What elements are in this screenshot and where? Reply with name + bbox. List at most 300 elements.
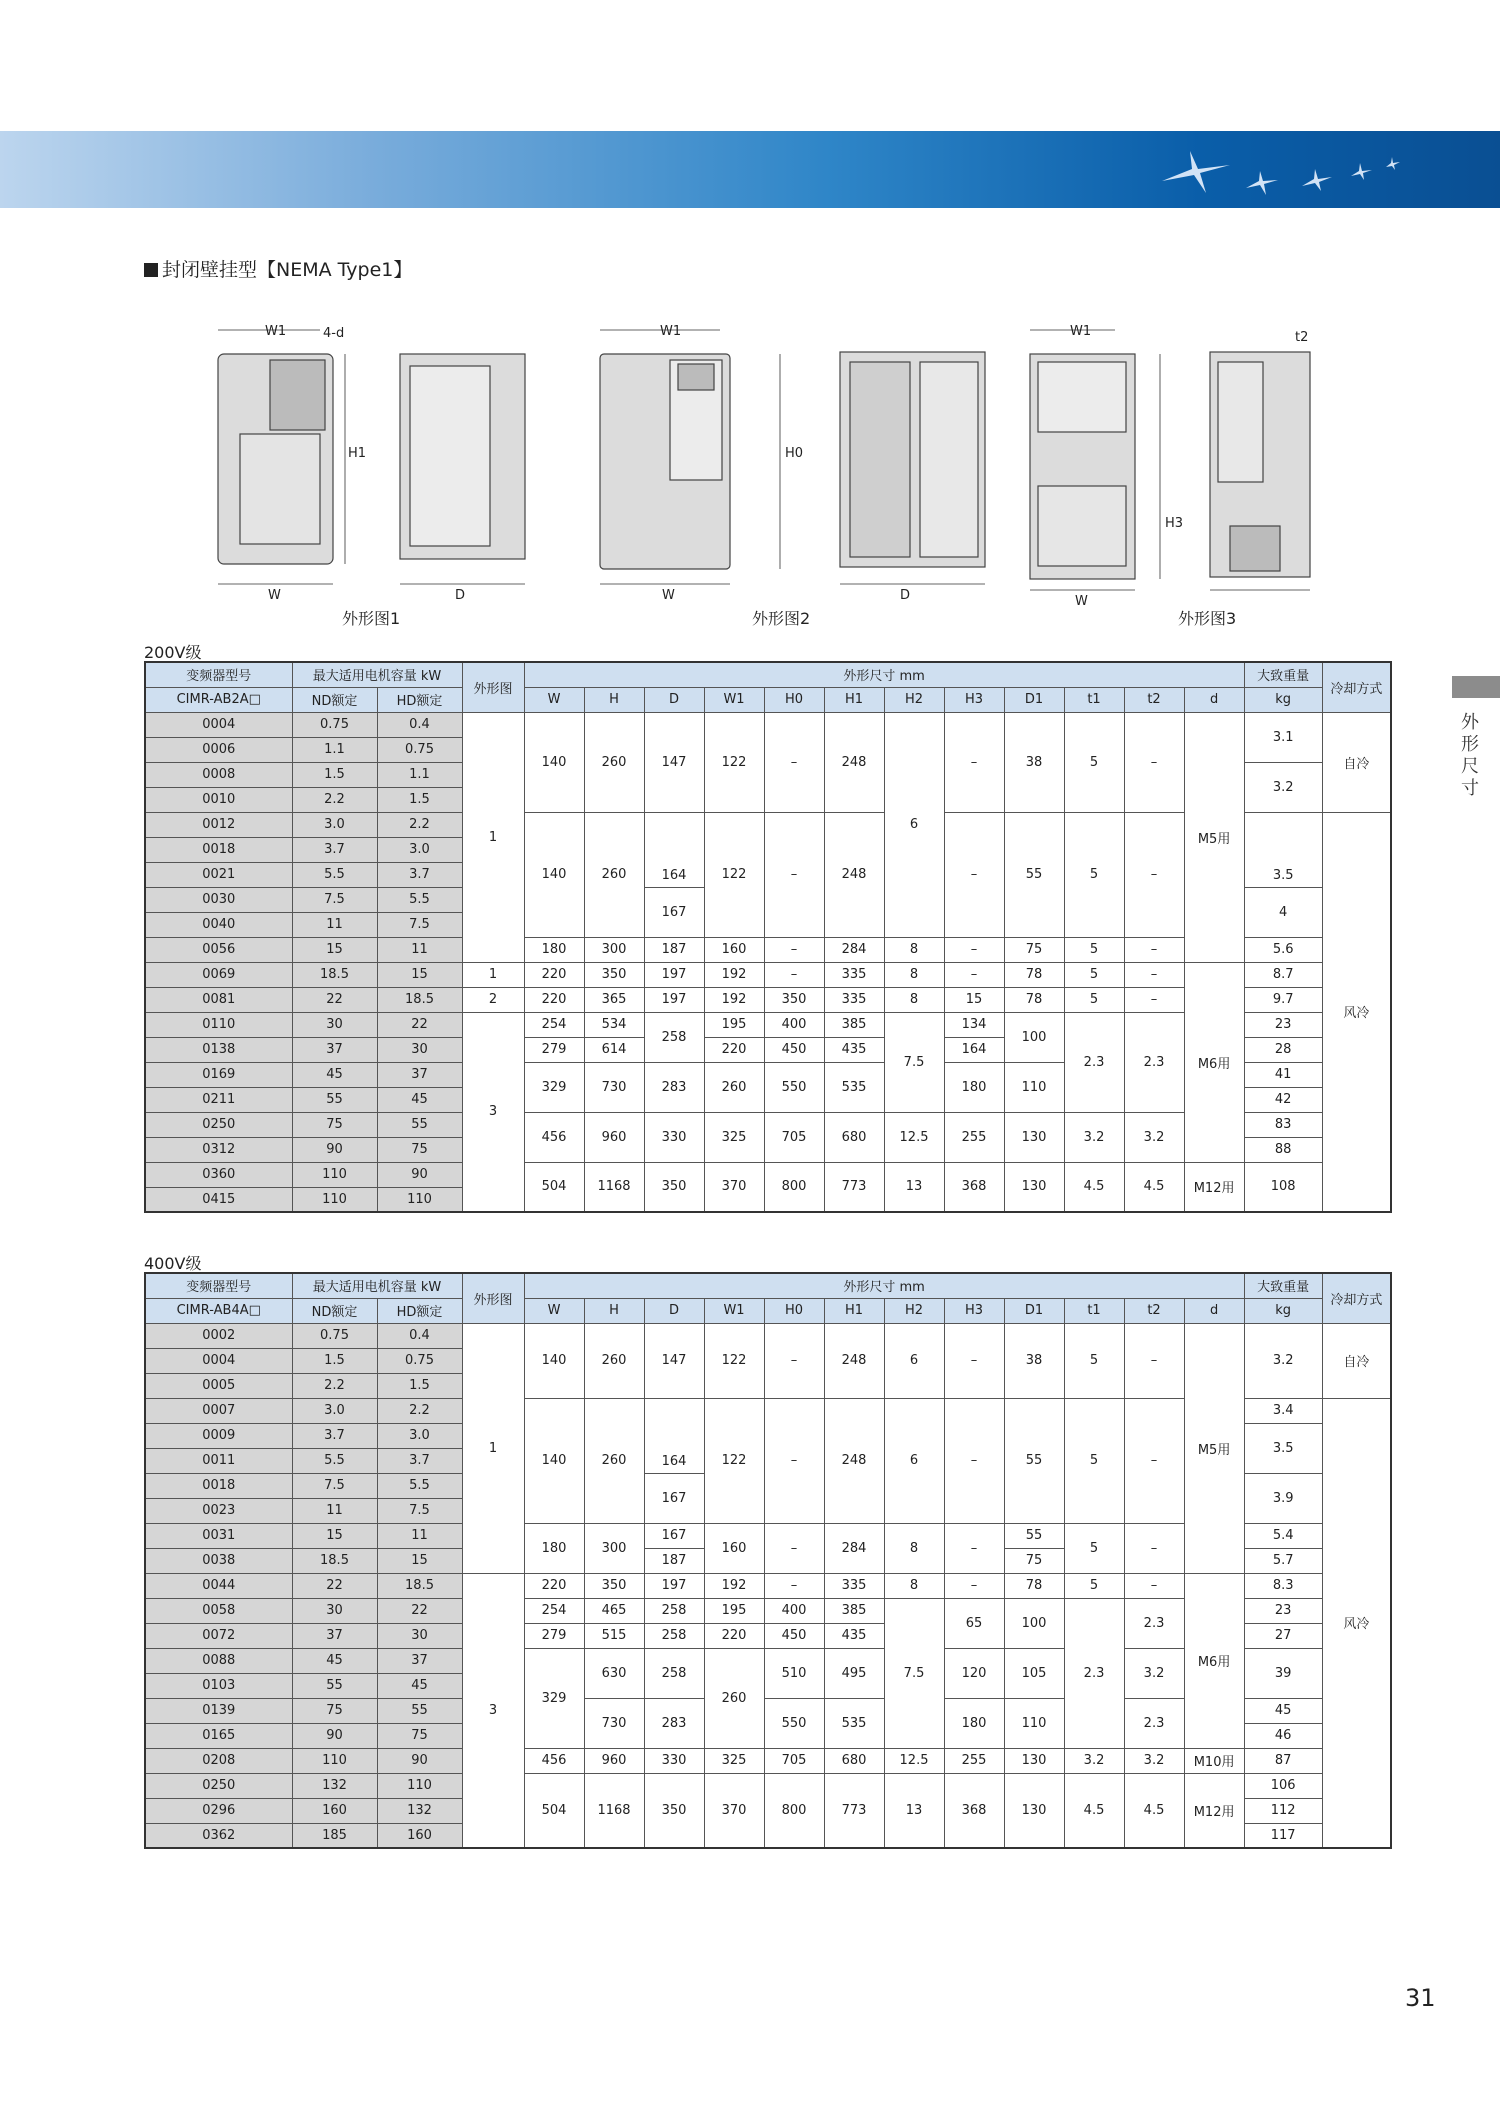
- table-cell-model: 0006: [145, 737, 292, 762]
- table-cell: 6: [884, 1398, 944, 1523]
- table-cell: 283: [644, 1062, 704, 1112]
- dim-label-h0: H0: [785, 446, 804, 461]
- header-banner: [0, 131, 1500, 208]
- table-cell: 510: [764, 1648, 824, 1698]
- table-cell-model: 0211: [145, 1087, 292, 1112]
- table-cell: 705: [764, 1112, 824, 1162]
- table-cell: 260: [704, 1648, 764, 1748]
- table-cell: 27: [1244, 1623, 1322, 1648]
- table-cell: 435: [824, 1623, 884, 1648]
- dim-label-w-2: W: [662, 588, 675, 603]
- table-cell-model: 7.5: [377, 1498, 462, 1523]
- table-cell: 3.2: [1064, 1748, 1124, 1773]
- table-row: [145, 962, 1391, 987]
- table-cell: –: [1124, 712, 1184, 812]
- table-cell: 258: [644, 1598, 704, 1623]
- table-cell: 2.3: [1124, 1012, 1184, 1112]
- hdr-figure: 外形图: [462, 1273, 524, 1323]
- table-cell: 705: [764, 1748, 824, 1773]
- table-cell-model: 30: [292, 1598, 377, 1623]
- table-cell-model: 132: [377, 1798, 462, 1823]
- table-cell-model: 22: [377, 1598, 462, 1623]
- table-cell: 197: [644, 962, 704, 987]
- table-cell: 75: [1004, 937, 1064, 962]
- table-cell: 3.2: [1064, 1112, 1124, 1162]
- table-cell: 8.3: [1244, 1573, 1322, 1598]
- table-row: [145, 1773, 1391, 1798]
- table-cell-model: 5.5: [292, 1448, 377, 1473]
- dim-label-d-2: D: [900, 588, 911, 603]
- table-cell: 350: [644, 1162, 704, 1212]
- table-cell: 7.5: [884, 1598, 944, 1748]
- hdr-w: W: [524, 1298, 584, 1323]
- table-cell: 122: [704, 1398, 764, 1523]
- table-cell-model: 45: [377, 1673, 462, 1698]
- table-cell: 164: [644, 1398, 704, 1473]
- table-cell-model: 45: [377, 1087, 462, 1112]
- table-cell: M5用: [1184, 1323, 1244, 1573]
- table-cell-model: 3.7: [292, 837, 377, 862]
- table-cell-model: 2.2: [292, 787, 377, 812]
- table-cell-model: 110: [292, 1748, 377, 1773]
- hdr-prefix: CIMR-AB4A□: [145, 1298, 292, 1323]
- table-cell: 350: [644, 1773, 704, 1848]
- table-cell: 248: [824, 712, 884, 812]
- hdr-prefix: CIMR-AB2A□: [145, 687, 292, 712]
- table-cell: 515: [584, 1623, 644, 1648]
- table-cell: 147: [644, 712, 704, 812]
- table-cell-model: 0165: [145, 1723, 292, 1748]
- table-cell: 122: [704, 1323, 764, 1398]
- table-cell: 300: [584, 1523, 644, 1573]
- table-cell: 8: [884, 1523, 944, 1573]
- table-cell: M10用: [1184, 1748, 1244, 1773]
- table-cell-model: 90: [377, 1162, 462, 1187]
- hdr-model: 变频器型号: [145, 1273, 292, 1298]
- table-cell: 248: [824, 812, 884, 937]
- table-cell: 325: [704, 1748, 764, 1773]
- table-cell-model: 0.75: [377, 1348, 462, 1373]
- table-cell-model: 0.4: [377, 712, 462, 737]
- table-cell: 2.3: [1064, 1598, 1124, 1748]
- hdr-model: 变频器型号: [145, 662, 292, 687]
- table-cell-model: 0058: [145, 1598, 292, 1623]
- table-cell: –: [1124, 1523, 1184, 1573]
- hdr-dims: 外形尺寸 mm: [524, 662, 1244, 687]
- table-cell: 284: [824, 937, 884, 962]
- table-cell: 110: [1004, 1062, 1064, 1112]
- table-cell: 5: [1064, 962, 1124, 987]
- table-cell: 140: [524, 1398, 584, 1523]
- table-cell: 279: [524, 1037, 584, 1062]
- table-cell-model: 0007: [145, 1398, 292, 1423]
- table-cell: 8: [884, 987, 944, 1012]
- table-cell-model: 0.75: [292, 712, 377, 737]
- table-cell: 39: [1244, 1648, 1322, 1698]
- table-cell: 38: [1004, 1323, 1064, 1398]
- table-cell-model: 110: [377, 1773, 462, 1798]
- table-cell-model: 1.5: [377, 1373, 462, 1398]
- table-cell: –: [1124, 812, 1184, 937]
- table-cell: 13: [884, 1162, 944, 1212]
- hdr-h0: H0: [764, 687, 824, 712]
- table-cell-model: 0011: [145, 1448, 292, 1473]
- hdr-t1: t1: [1064, 1298, 1124, 1323]
- table-cell: 130: [1004, 1748, 1064, 1773]
- table-cell: 110: [1004, 1698, 1064, 1748]
- table-cell: 773: [824, 1162, 884, 1212]
- table-cell-model: 0138: [145, 1037, 292, 1062]
- section-title: [144, 255, 412, 282]
- table-cell: 78: [1004, 962, 1064, 987]
- table-cell-model: 7.5: [292, 1473, 377, 1498]
- table-cell-model: 110: [292, 1162, 377, 1187]
- table-cell: –: [764, 937, 824, 962]
- table-cell-model: 18.5: [377, 987, 462, 1012]
- table-cell-model: 3.0: [377, 1423, 462, 1448]
- table-cell: 83: [1244, 1112, 1322, 1137]
- table-cell-model: 0004: [145, 1348, 292, 1373]
- table-cell: 192: [704, 1573, 764, 1598]
- table-cell: 495: [824, 1648, 884, 1698]
- table-cell-model: 0030: [145, 887, 292, 912]
- table-cell-model: 1.5: [292, 762, 377, 787]
- table-cell: 248: [824, 1323, 884, 1398]
- table-cell-model: 90: [292, 1137, 377, 1162]
- table-cell-model: 55: [377, 1698, 462, 1723]
- hdr-hd: HD额定: [377, 687, 462, 712]
- table-cell: 370: [704, 1162, 764, 1212]
- dim-label-h3: H3: [1165, 516, 1184, 531]
- table-cell: –: [944, 962, 1004, 987]
- table-cell-model: 11: [377, 937, 462, 962]
- table-cell: 260: [584, 1398, 644, 1523]
- table-cell-model: 18.5: [292, 1548, 377, 1573]
- table-cell: 258: [644, 1648, 704, 1698]
- dim-label-w1: W1: [265, 324, 287, 339]
- table-cell-model: 22: [292, 1573, 377, 1598]
- dim-label-d: D: [455, 588, 466, 603]
- table-cell: 255: [944, 1112, 1004, 1162]
- table-cell: 160: [704, 937, 764, 962]
- table-cell: 385: [824, 1012, 884, 1037]
- table-cell: 2.3: [1064, 1012, 1124, 1112]
- table-row: [145, 712, 1391, 737]
- table-cell: 180: [524, 937, 584, 962]
- table-cell-model: 0169: [145, 1062, 292, 1087]
- table-cell: 3.4: [1244, 1398, 1322, 1423]
- table-cell-model: 11: [292, 912, 377, 937]
- hdr-nd: ND额定: [292, 687, 377, 712]
- table-cell: 5: [1064, 1523, 1124, 1573]
- hdr-cooling: 冷却方式: [1322, 662, 1391, 712]
- table-cell: –: [944, 1323, 1004, 1398]
- table-cell: –: [944, 937, 1004, 962]
- table-cell: M12用: [1184, 1162, 1244, 1212]
- table-cell: 130: [1004, 1162, 1064, 1212]
- table-cell: 4.5: [1124, 1773, 1184, 1848]
- table-cell: 45: [1244, 1698, 1322, 1723]
- hdr-d1: D1: [1004, 1298, 1064, 1323]
- table-cell: 730: [584, 1062, 644, 1112]
- hdr-h3: H3: [944, 1298, 1004, 1323]
- table-cell: 680: [824, 1748, 884, 1773]
- hdr-t1: t1: [1064, 687, 1124, 712]
- table-cell: 260: [704, 1062, 764, 1112]
- table-cell: 456: [524, 1748, 584, 1773]
- table-cell: 385: [824, 1598, 884, 1623]
- table-cell: 450: [764, 1623, 824, 1648]
- table-cell: 88: [1244, 1137, 1322, 1162]
- table-cell: 534: [584, 1012, 644, 1037]
- table-cell-model: 30: [377, 1037, 462, 1062]
- table-cell: 12.5: [884, 1748, 944, 1773]
- hdr-h1: H1: [824, 1298, 884, 1323]
- table-cell: 350: [584, 962, 644, 987]
- table-cell-model: 0415: [145, 1187, 292, 1212]
- table-cell: 192: [704, 962, 764, 987]
- table-cell-model: 30: [377, 1623, 462, 1648]
- table-cell: 195: [704, 1012, 764, 1037]
- table-cell: –: [1124, 987, 1184, 1012]
- hdr-d: D: [644, 1298, 704, 1323]
- table-cell-model: 1.5: [377, 787, 462, 812]
- table-cell-model: 0312: [145, 1137, 292, 1162]
- table-cell: 122: [704, 812, 764, 937]
- table-cell-model: 0103: [145, 1673, 292, 1698]
- table-cell: 1168: [584, 1773, 644, 1848]
- table-cell: 5: [1064, 712, 1124, 812]
- table-cell: M5用: [1184, 712, 1244, 962]
- table-cell-model: 2.2: [292, 1373, 377, 1398]
- table-cell: 960: [584, 1748, 644, 1773]
- table-cell: 3: [462, 1573, 524, 1848]
- table-cell: 8: [884, 937, 944, 962]
- hdr-bolt: d: [1184, 687, 1244, 712]
- side-label: 外形尺寸: [1461, 712, 1479, 799]
- table-cell: 535: [824, 1698, 884, 1748]
- table-cell-model: 7.5: [377, 912, 462, 937]
- table-cell-model: 37: [292, 1623, 377, 1648]
- table-cell: 350: [584, 1573, 644, 1598]
- table-cell: 23: [1244, 1012, 1322, 1037]
- table-cell-model: 0296: [145, 1798, 292, 1823]
- table-cell: –: [1124, 937, 1184, 962]
- table-cell: 800: [764, 1773, 824, 1848]
- table-cell-model: 0362: [145, 1823, 292, 1848]
- table-cell: 325: [704, 1112, 764, 1162]
- table-cell: 3: [462, 1012, 524, 1212]
- hdr-bolt: d: [1184, 1298, 1244, 1323]
- table-cell: 368: [944, 1162, 1004, 1212]
- table-cell: 6: [884, 712, 944, 937]
- figure-caption-1: 外形图1: [342, 609, 401, 628]
- table-cell-model: 0004: [145, 712, 292, 737]
- table-cell-model: 11: [292, 1498, 377, 1523]
- table-cell: 100: [1004, 1598, 1064, 1648]
- table-cell: 4.5: [1124, 1162, 1184, 1212]
- table-cell: 456: [524, 1112, 584, 1162]
- table-cell: 13: [884, 1773, 944, 1848]
- table-cell-model: 0040: [145, 912, 292, 937]
- table-cell: 504: [524, 1773, 584, 1848]
- table-cell-model: 3.0: [377, 837, 462, 862]
- table-cell-model: 75: [377, 1137, 462, 1162]
- table-cell: 5: [1064, 937, 1124, 962]
- hdr-h1: H1: [824, 687, 884, 712]
- dim-label-w1-2: W1: [660, 324, 682, 339]
- table-cell: 220: [704, 1037, 764, 1062]
- table-cell: 自冷: [1322, 712, 1391, 812]
- table-cell: 7.5: [884, 1012, 944, 1112]
- table-cell: 2: [462, 987, 524, 1012]
- table-row: [145, 1323, 1391, 1348]
- table-cell: 3.1: [1244, 712, 1322, 762]
- table-cell: 140: [524, 812, 584, 937]
- table-cell-model: 75: [292, 1112, 377, 1137]
- table-row: [145, 1573, 1391, 1598]
- table-cell: 134: [944, 1012, 1004, 1037]
- table-cell-model: 5.5: [377, 887, 462, 912]
- table-row: [145, 1162, 1391, 1187]
- table-cell: 87: [1244, 1748, 1322, 1773]
- spec-table-200v: [144, 661, 1392, 1213]
- table-cell: 105: [1004, 1648, 1064, 1698]
- table-cell: –: [944, 1523, 1004, 1573]
- table-cell-model: 0208: [145, 1748, 292, 1773]
- table-cell: 117: [1244, 1823, 1322, 1848]
- table-cell: –: [944, 812, 1004, 937]
- table-cell: 284: [824, 1523, 884, 1573]
- table-cell: 23: [1244, 1598, 1322, 1623]
- hdr-weight: 大致重量: [1244, 662, 1322, 687]
- table-cell-model: 160: [377, 1823, 462, 1848]
- table-cell-model: 90: [377, 1748, 462, 1773]
- hdr-h0: H0: [764, 1298, 824, 1323]
- table-cell-model: 1.1: [377, 762, 462, 787]
- outline-figures: [200, 316, 1360, 626]
- side-tab-marker: [1452, 676, 1500, 698]
- table-cell: 41: [1244, 1062, 1322, 1087]
- table-cell: 120: [944, 1648, 1004, 1698]
- table-cell-model: 3.7: [377, 862, 462, 887]
- table-cell: 8: [884, 1573, 944, 1598]
- table-cell: 55: [1004, 812, 1064, 937]
- hdr-h: H: [584, 687, 644, 712]
- table-cell-model: 90: [292, 1723, 377, 1748]
- square-bullet-icon: [144, 263, 158, 277]
- table-cell: 197: [644, 1573, 704, 1598]
- table-cell: 12.5: [884, 1112, 944, 1162]
- table-cell: 329: [524, 1648, 584, 1748]
- table-cell: 164: [944, 1037, 1004, 1062]
- table-cell: 75: [1004, 1548, 1064, 1573]
- table-cell: 3.5: [1244, 812, 1322, 887]
- outline-drawings: [200, 316, 1360, 626]
- table-cell: 220: [524, 1573, 584, 1598]
- table-cell-model: 0038: [145, 1548, 292, 1573]
- table-cell: 630: [584, 1648, 644, 1698]
- hdr-figure: 外形图: [462, 662, 524, 712]
- table-cell: 3.5: [1244, 1423, 1322, 1473]
- table-cell-model: 11: [377, 1523, 462, 1548]
- table-cell-model: 75: [377, 1723, 462, 1748]
- hdr-t2: t2: [1124, 687, 1184, 712]
- hdr-w1: W1: [704, 1298, 764, 1323]
- table-cell-model: 2.2: [377, 812, 462, 837]
- table-cell-model: 55: [377, 1112, 462, 1137]
- table-cell: 4: [1244, 887, 1322, 937]
- table-cell: 195: [704, 1598, 764, 1623]
- table-cell-model: 45: [292, 1648, 377, 1673]
- table-cell-model: 5.5: [292, 862, 377, 887]
- table-cell: 46: [1244, 1723, 1322, 1748]
- table-cell: 38: [1004, 712, 1064, 812]
- table-cell-model: 0008: [145, 762, 292, 787]
- table-cell: 2.3: [1124, 1598, 1184, 1648]
- table-cell-model: 7.5: [292, 887, 377, 912]
- table-cell: 365: [584, 987, 644, 1012]
- table-cell: 1: [462, 712, 524, 962]
- table-cell: 254: [524, 1012, 584, 1037]
- table-cell-model: 0005: [145, 1373, 292, 1398]
- table-cell: 220: [524, 962, 584, 987]
- table-cell: 78: [1004, 987, 1064, 1012]
- hdr-t2: t2: [1124, 1298, 1184, 1323]
- table-cell: 368: [944, 1773, 1004, 1848]
- table-cell: 5: [1064, 812, 1124, 937]
- table-cell: 435: [824, 1037, 884, 1062]
- table-cell: 400: [764, 1012, 824, 1037]
- table-cell: 465: [584, 1598, 644, 1623]
- table-cell: –: [1124, 1573, 1184, 1598]
- table-cell-model: 0139: [145, 1698, 292, 1723]
- figure-caption-3: 外形图3: [1178, 609, 1237, 628]
- table-cell-model: 0.75: [377, 737, 462, 762]
- table-cell: –: [1124, 1323, 1184, 1398]
- table-cell-model: 0360: [145, 1162, 292, 1187]
- table-cell-model: 45: [292, 1062, 377, 1087]
- table-cell: –: [944, 712, 1004, 812]
- table-cell: 350: [764, 987, 824, 1012]
- table-cell-model: 15: [292, 1523, 377, 1548]
- table-cell: 773: [824, 1773, 884, 1848]
- table-cell: –: [1124, 962, 1184, 987]
- table-cell: –: [944, 1573, 1004, 1598]
- page-number: 31: [1405, 1984, 1436, 2012]
- table-cell-model: 0072: [145, 1623, 292, 1648]
- figure-caption-2: 外形图2: [752, 609, 811, 628]
- hdr-dims: 外形尺寸 mm: [524, 1273, 1244, 1298]
- table-cell-model: 3.0: [292, 812, 377, 837]
- hdr-weight-unit: kg: [1244, 1298, 1322, 1323]
- table-cell: 112: [1244, 1798, 1322, 1823]
- hdr-h2: H2: [884, 687, 944, 712]
- dim-label-4d: 4-d: [323, 326, 345, 341]
- table-cell-model: 3.0: [292, 1398, 377, 1423]
- table-cell: 535: [824, 1062, 884, 1112]
- hdr-capacity: 最大适用电机容量 kW: [292, 1273, 462, 1298]
- table-cell: 147: [644, 1323, 704, 1398]
- table-cell: 1: [462, 962, 524, 987]
- table-cell-model: 0110: [145, 1012, 292, 1037]
- table-cell: 1168: [584, 1162, 644, 1212]
- table-cell: 9.7: [1244, 987, 1322, 1012]
- table-cell: 3.2: [1244, 1323, 1322, 1398]
- table-cell: 258: [644, 1012, 704, 1062]
- table-cell: 329: [524, 1062, 584, 1112]
- table-cell-model: 18.5: [377, 1573, 462, 1598]
